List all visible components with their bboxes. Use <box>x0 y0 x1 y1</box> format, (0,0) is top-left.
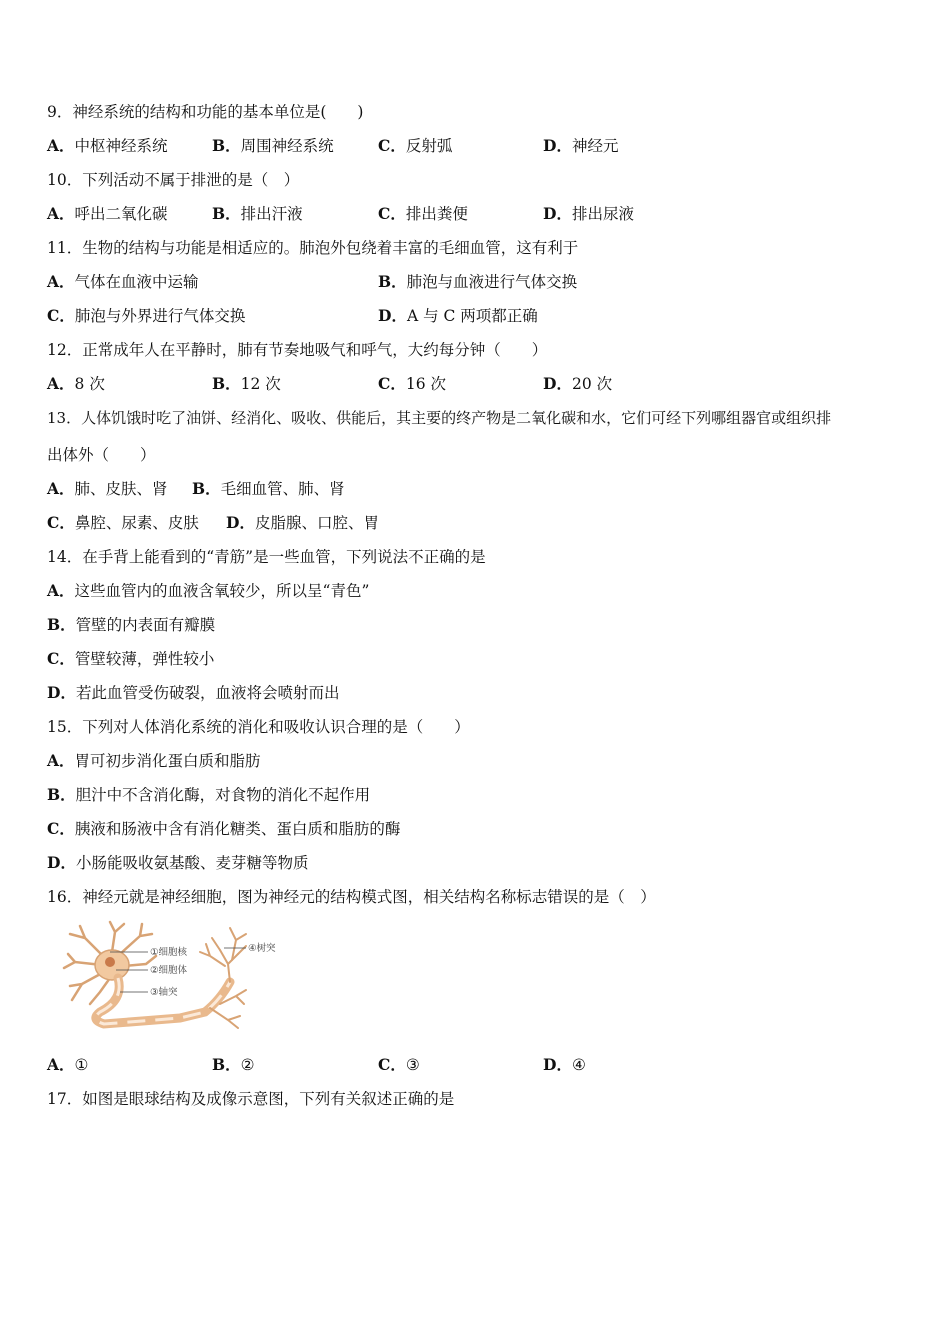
label-dendrite: ④树突 <box>248 943 276 954</box>
option-label: A． <box>47 374 75 393</box>
question-13-stem: 13．人体饥饿时吃了油饼、经消化、吸收、供能后，其主要的终产物是二氧化碳和水，它们可经下列哪组器官或组织排 <box>47 409 832 427</box>
option-label: D． <box>47 853 76 872</box>
option-label: D． <box>543 374 572 393</box>
option-label: A． <box>47 581 75 600</box>
option-label: A． <box>47 1055 75 1074</box>
q16-option-b[interactable] <box>212 1054 255 1076</box>
label-nucleus: ①细胞核 <box>150 947 188 958</box>
option-label: D． <box>543 136 572 155</box>
option-text: 小肠能吸收氨基酸、麦芽糖等物质 <box>75 854 309 872</box>
q15-option-a[interactable] <box>47 750 261 772</box>
option-text: 肺泡与血液进行气体交换 <box>406 273 578 291</box>
label-axon: ③轴突 <box>150 987 178 998</box>
q13-option-d[interactable] <box>226 512 379 534</box>
option-text: 皮脂腺、口腔、胃 <box>254 514 379 532</box>
q12-option-c[interactable] <box>378 373 446 395</box>
option-label: B． <box>378 272 407 291</box>
option-text: 胆汁中不含消化酶，对食物的消化不起作用 <box>75 786 371 804</box>
option-label: C． <box>378 204 406 223</box>
q10-option-b[interactable] <box>212 203 303 225</box>
option-text: 管壁较薄，弹性较小 <box>74 650 215 668</box>
option-text: ② <box>240 1056 255 1074</box>
option-text: 呼出二氧化碳 <box>74 205 168 223</box>
option-text: 若此血管受伤破裂，血液将会喷射而出 <box>75 684 340 702</box>
nucleus-shape <box>105 957 115 967</box>
option-label: B． <box>212 374 241 393</box>
option-text: 肺泡与外界进行气体交换 <box>74 307 246 325</box>
question-10-stem: 10．下列活动不属于排泄的是（ ） <box>47 171 300 189</box>
q13-option-b[interactable] <box>192 478 345 500</box>
q13-option-c[interactable] <box>47 512 199 534</box>
q10-option-d[interactable] <box>543 203 634 225</box>
question-15-stem: 15．下列对人体消化系统的消化和吸收认识合理的是（ ） <box>47 718 470 736</box>
option-label: D． <box>226 513 255 532</box>
option-text: 排出粪便 <box>405 205 468 223</box>
question-17-stem: 17．如图是眼球结构及成像示意图，下列有关叙述正确的是 <box>47 1090 455 1108</box>
option-text: 中枢神经系统 <box>74 137 168 155</box>
option-text: A 与 C 两项都正确 <box>406 307 538 325</box>
option-label: A． <box>47 272 75 291</box>
q13-option-a[interactable] <box>47 478 168 500</box>
option-text: 8 次 <box>74 375 105 393</box>
option-text: ③ <box>405 1056 420 1074</box>
option-text: 胃可初步消化蛋白质和脂肪 <box>74 752 261 770</box>
option-label: B． <box>47 615 76 634</box>
option-text: 这些血管内的血液含氧较少，所以呈“青色” <box>74 582 370 600</box>
option-text: 气体在血液中运输 <box>74 273 199 291</box>
q15-option-d[interactable] <box>47 852 308 874</box>
question-16-stem: 16．神经元就是神经细胞，图为神经元的结构模式图，相关结构名称标志错误的是（ ） <box>47 888 656 906</box>
option-text: ① <box>74 1056 89 1074</box>
option-label: C． <box>47 513 75 532</box>
q10-option-c[interactable] <box>378 203 468 225</box>
option-text: 神经元 <box>571 137 619 155</box>
axon-shape <box>96 978 230 1024</box>
option-text: 肺、皮肤、肾 <box>74 480 168 498</box>
q14-option-b[interactable] <box>47 614 215 636</box>
option-label: A． <box>47 751 75 770</box>
q11-option-b[interactable] <box>378 271 577 293</box>
option-label: A． <box>47 204 75 223</box>
q15-option-b[interactable] <box>47 784 370 806</box>
option-text: 12 次 <box>240 375 281 393</box>
option-text: 16 次 <box>405 375 446 393</box>
q11-option-c[interactable] <box>47 305 245 327</box>
option-label: B． <box>47 785 76 804</box>
option-label: B． <box>192 479 221 498</box>
option-text: 排出尿液 <box>571 205 634 223</box>
q16-option-a[interactable] <box>47 1054 88 1076</box>
q12-option-b[interactable] <box>212 373 281 395</box>
option-label: C． <box>378 136 406 155</box>
option-label: A． <box>47 136 75 155</box>
q9-option-c[interactable] <box>378 135 452 157</box>
option-text: ④ <box>571 1056 586 1074</box>
option-text: 排出汗液 <box>240 205 303 223</box>
q15-option-c[interactable] <box>47 818 400 840</box>
question-12-stem: 12．正常成年人在平静时，肺有节奏地吸气和呼气，大约每分钟（ ） <box>47 341 548 359</box>
option-text: 周围神经系统 <box>240 137 334 155</box>
option-label: C． <box>378 1055 406 1074</box>
q16-option-c[interactable] <box>378 1054 420 1076</box>
question-13-stem-continued: 出体外（ ） <box>47 446 156 464</box>
option-label: C． <box>47 306 75 325</box>
option-label: C． <box>378 374 406 393</box>
q10-option-a[interactable] <box>47 203 168 225</box>
question-11-stem: 11．生物的结构与功能是相适应的。肺泡外包绕着丰富的毛细血管，这有利于 <box>47 239 579 257</box>
q11-option-d[interactable] <box>378 305 538 327</box>
option-label: C． <box>47 649 75 668</box>
option-label: A． <box>47 479 75 498</box>
q14-option-a[interactable] <box>47 580 369 602</box>
option-text: 反射弧 <box>405 137 453 155</box>
question-9-stem: 9．神经系统的结构和功能的基本单位是( ) <box>47 103 364 121</box>
q12-option-a[interactable] <box>47 373 105 395</box>
option-text: 毛细血管、肺、肾 <box>220 480 345 498</box>
q14-option-d[interactable] <box>47 682 339 704</box>
option-text: 胰液和肠液中含有消化糖类、蛋白质和脂肪的酶 <box>74 820 401 838</box>
label-cell-body: ②细胞体 <box>150 965 188 976</box>
option-label: B． <box>212 1055 241 1074</box>
option-text: 鼻腔、尿素、皮肤 <box>74 514 199 532</box>
option-text: 20 次 <box>571 375 613 393</box>
q11-option-a[interactable] <box>47 271 199 293</box>
option-label: D． <box>543 204 572 223</box>
q9-option-b[interactable] <box>212 135 334 157</box>
option-label: B． <box>212 136 241 155</box>
option-text: 管壁的内表面有瓣膜 <box>75 616 216 634</box>
question-14-stem: 14．在手背上能看到的“青筋”是一些血管，下列说法不正确的是 <box>47 548 486 566</box>
option-label: D． <box>47 683 76 702</box>
option-label: D． <box>378 306 407 325</box>
q14-option-c[interactable] <box>47 648 214 670</box>
option-label: D． <box>543 1055 572 1074</box>
option-label: C． <box>47 819 75 838</box>
option-label: B． <box>212 204 241 223</box>
q16-option-d[interactable] <box>543 1054 586 1076</box>
neuron-diagram <box>60 920 290 1042</box>
q9-option-d[interactable] <box>543 135 618 157</box>
q12-option-d[interactable] <box>543 373 612 395</box>
q9-option-a[interactable] <box>47 135 168 157</box>
